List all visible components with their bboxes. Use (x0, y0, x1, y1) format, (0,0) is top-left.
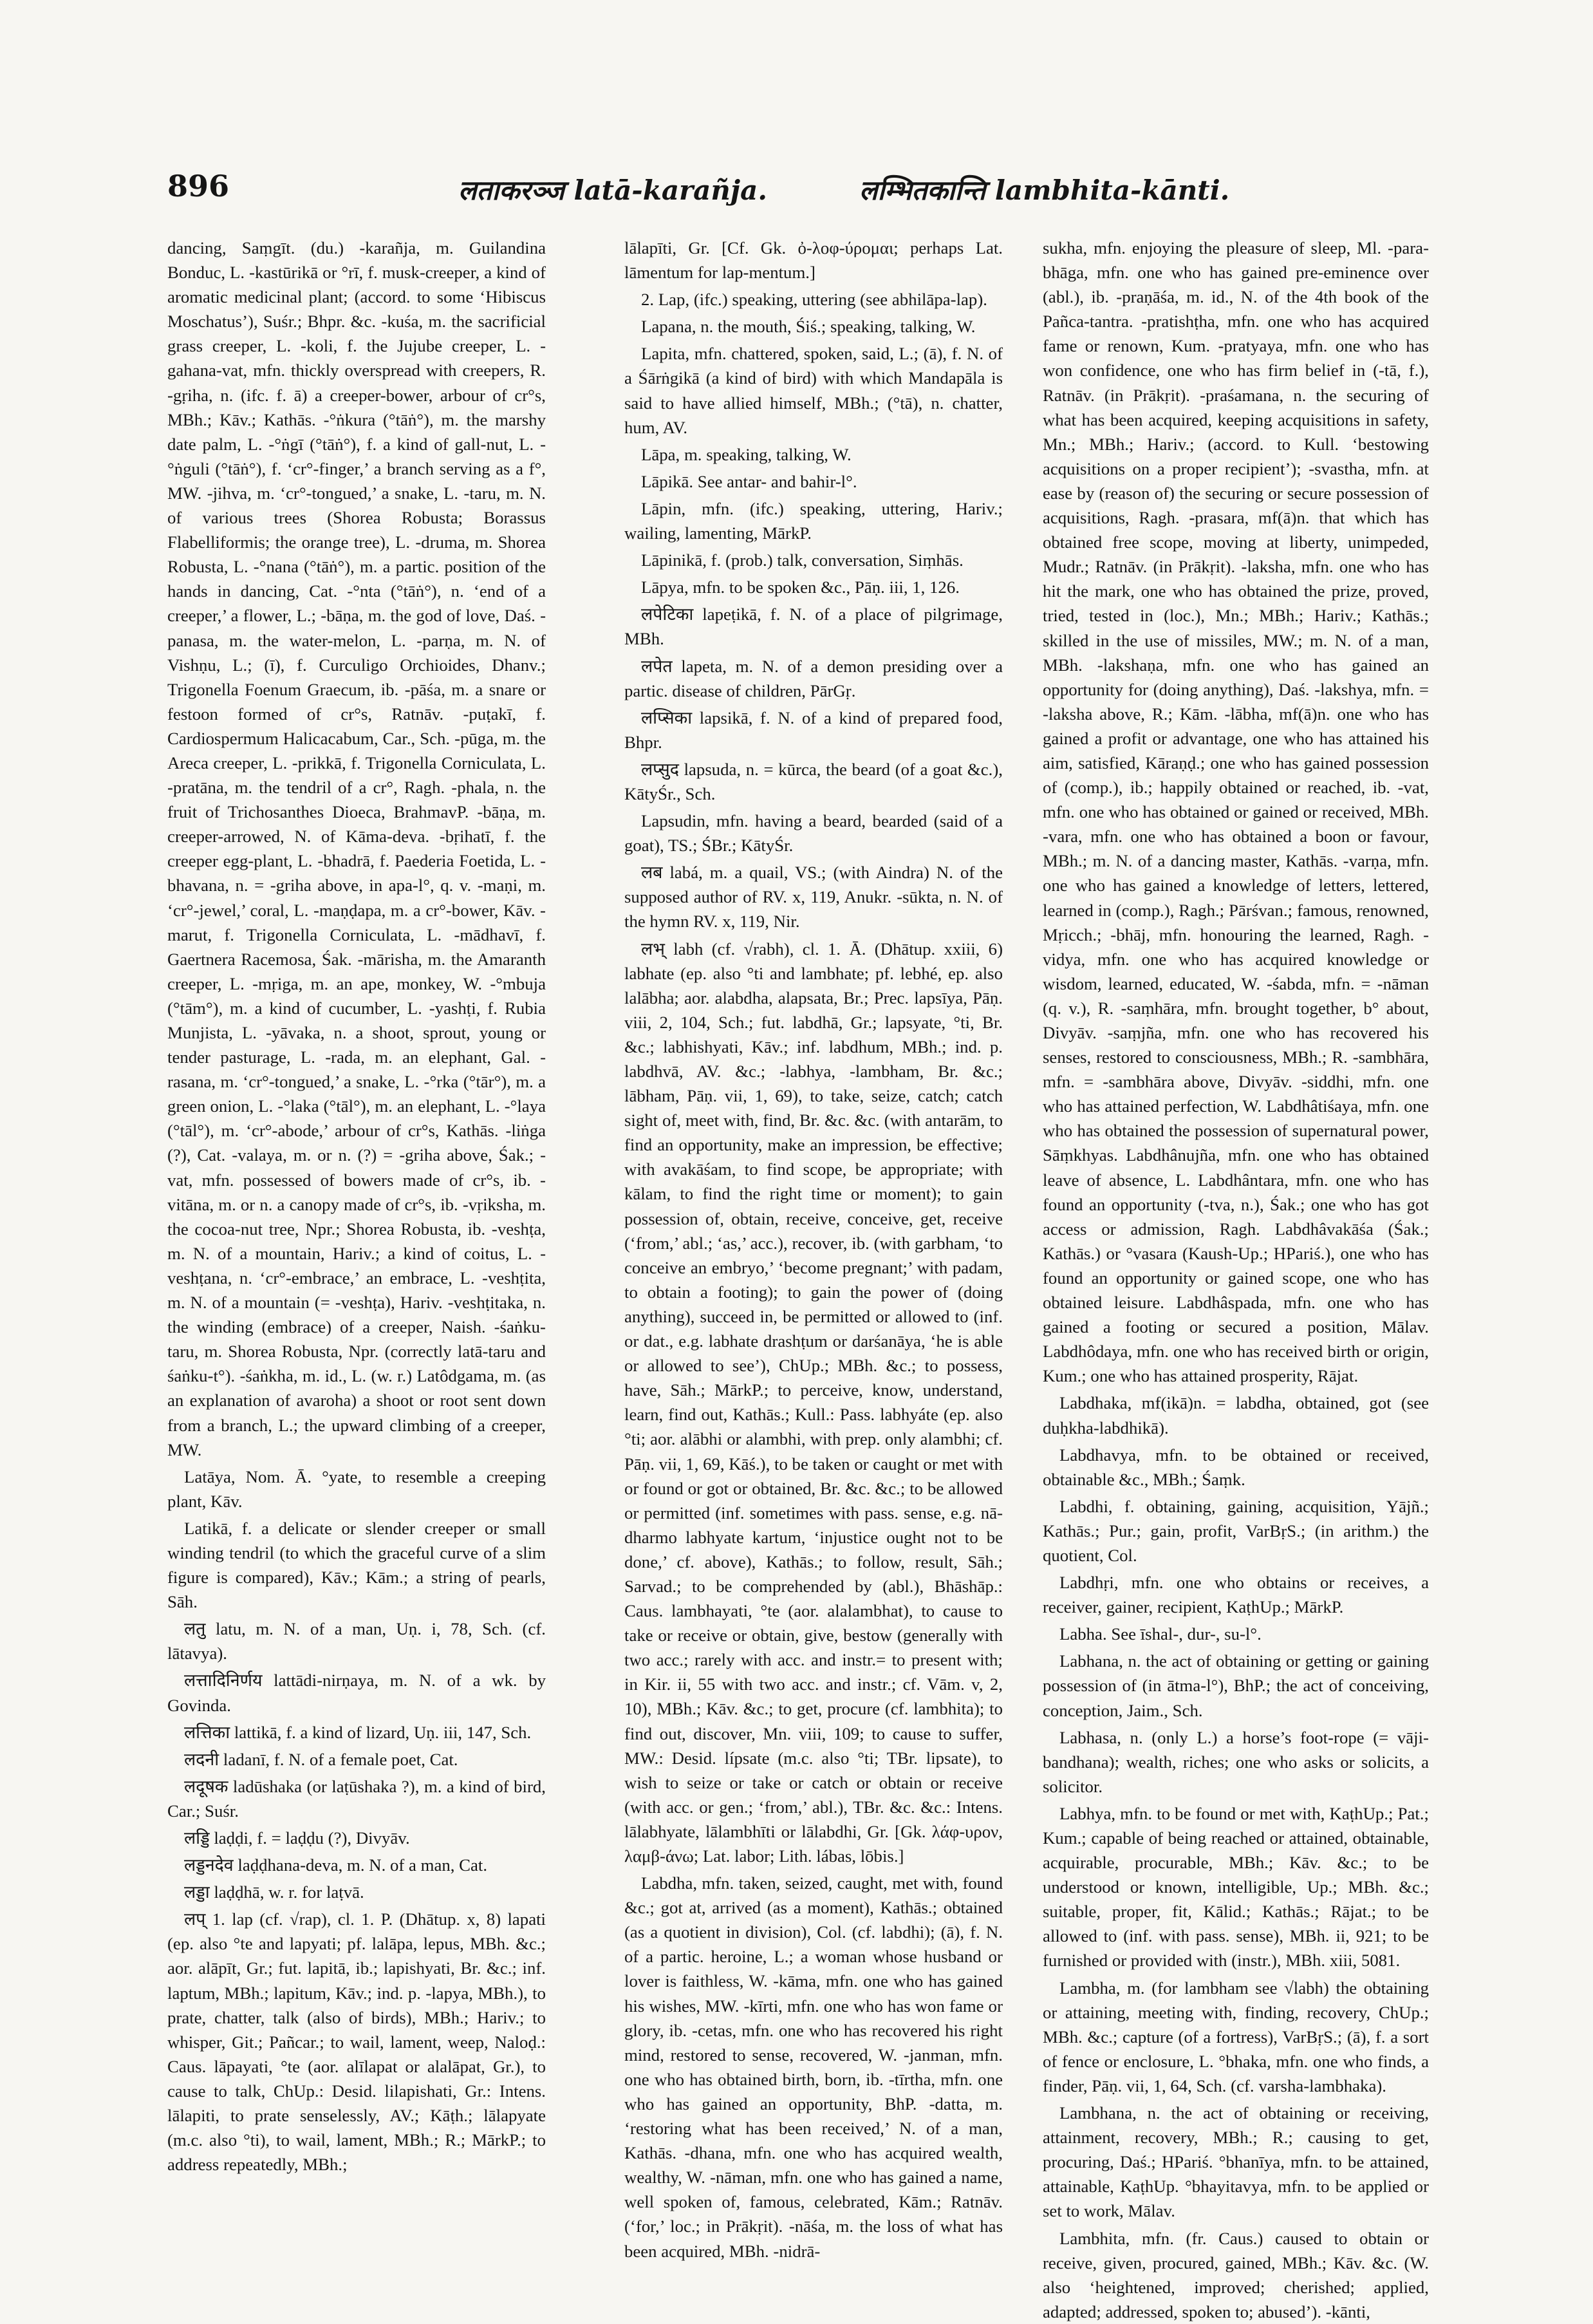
dictionary-entry: Labdhavya, mfn. to be obtained or received, obtainable &c., MBh.; Śaṃk. (1043, 1445, 1429, 1489)
dictionary-entry: Lāpinikā, f. (prob.) talk, conversation, Siṃhās. (641, 550, 964, 570)
dictionary-entry: Lāpya, mfn. to be spoken &c., Pāṇ. iii, 1, 126. (641, 577, 960, 597)
dictionary-entry: लतु latu, m. N. of a man, Uṇ. i, 78, Sch. (cf. lātavya). (167, 1619, 546, 1663)
dictionary-entry: Labhasa, n. (only L.) a horse’s foot-rope (= vāji-bandhana); wealth, riches; one who asks or solicits, a solicitor. (1043, 1727, 1429, 1796)
dictionary-entry: Lapita, mfn. chattered, spoken, said, L.; (ā), f. N. of a Śārṅgikā (a kind of bird) with which Mandapāla is said to have allied himself, MBh.; (°tā), n. chatter, hum, AV. (624, 344, 1003, 437)
page-number: 896 (167, 169, 230, 203)
dictionary-entry: लब labá, m. a quail, VS.; (with Aindra) N. of the supposed author of RV. x, 119, Anukr. -sūkta, n. N. of the hymn RV. x, 119, Nir. (624, 863, 1003, 932)
dictionary-entry: Lapsudin, mfn. having a beard, bearded (said of a goat), TS.; ŚBr.; KātyŚr. (624, 811, 1003, 856)
column-2 (624, 236, 1003, 2261)
dictionary-entry: लड्डनदेव laḍḍhana-deva, m. N. of a man, Cat. (184, 1855, 488, 1875)
dictionary-entry: Labhya, mfn. to be found or met with, KaṭhUp.; Pat.; Kum.; capable of being reached or attained, obtainable, acquirable, procurable, MBh.; Kāv. &c.; to be understood or known, intelligible, Up.; MBh. &c.; suitable, proper, fit, Kālid.; Kathās.; Rājat.; to be allowed to (inf. with pass. sense), MBh. ii, 921; to be furnished or provided with (instr.), MBh. xiii, 5081. (1043, 1803, 1429, 1971)
running-head-left: लताकरञ्ज latā-karañja. (458, 174, 767, 206)
dictionary-entry: Lambha, m. (for lambham see √labh) the obtaining or attaining, meeting with, finding, recovery, ChUp.; MBh. &c.; capture (of a fortress), VarBṛS.; (ā), f. a sort of fence or enclosure, L. °bhaka, mfn. one who finds, a finder, Pāṇ. vii, 1, 64, Sch. (cf. varsha-lambhaka). (1043, 1978, 1429, 2095)
dictionary-entry: लदूषक ladūshaka (or laṭūshaka ?), m. a kind of bird, Car.; Suśr. (167, 1776, 546, 1821)
dictionary-entry: Latāya, Nom. Ā. °yate, to resemble a creeping plant, Kāv. (167, 1467, 546, 1511)
running-head-right: लम्भितकान्ति lambhita-kānti. (859, 174, 1230, 206)
dictionary-entry: Labha. See īshal-, dur-, su-l°. (1059, 1624, 1262, 1644)
dictionary-entry: Lāpa, m. speaking, talking, W. (641, 444, 852, 464)
dictionary-entry: Latikā, f. a delicate or slender creeper or small winding tendril (to which the graceful curve of a slim figure is compared), Kāv.; Kām.; a string of pearls, Sāh. (167, 1518, 546, 1612)
dictionary-entry: लड्डि laḍḍi, f. = laḍḍu (?), Divyāv. (184, 1828, 410, 1848)
column-1 (167, 236, 546, 2218)
dictionary-entry: लप् 1. lap (cf. √rap), cl. 1. P. (Dhātup. x, 8) lapati (ep. also °te and lapyati; pf. lalāpa, lepus, MBh. &c.; aor. alāpīt, Gr.; fut. lapitā, ib.; lapishyati, Br. &c.; inf. laptum, MBh.; lapitum, Kāv.; ind. p. -lapya, MBh.), to prate, chatter, talk (also of birds), MBh.; Hariv.; to whisper, Git.; Pañcar.; to wail, lament, weep, Naloḍ.: Caus. lāpayati, °te (aor. alīlapat or alalāpat, Gr.), to cause to talk, ChUp.: Desid. lilapishati, Gr.: Intens. lālapiti, to prate senselessly, AV.; Kāṭh.; lālapyate (m.c. also °ti), to wail, lament, MBh.; R.; MārkP.; to address repeatedly, MBh.; (167, 1909, 546, 2175)
dictionary-entry: लप्सिका lapsikā, f. N. of a kind of prepared food, Bhpr. (624, 708, 1003, 752)
dictionary-entry: Lapana, n. the mouth, Śiś.; speaking, talking, W. (641, 317, 976, 337)
dictionary-entry: Labdhi, f. obtaining, gaining, acquisition, Yājñ.; Kathās.; Pur.; gain, profit, VarBṛS.; (in arithm.) the quotient, Col. (1043, 1496, 1429, 1565)
dictionary-entry: Labdha, mfn. taken, seized, caught, met with, found &c.; got at, arrived (as a moment), Kathās.; obtained (as a quotient in division), Col. (cf. labdhi); (ā), f. N. of a partic. heroine, L.; a woman whose husband or lover is faithless, W. -kāma, mfn. one who has gained his wishes, MW. -kīrti, mfn. one who has won fame or glory, ib. -cetas, mfn. one who has recovered his right mind, restored to sense, recovered, W. -janman, mfn. one who has obtained birth, born, ib. -tīrtha, mfn. one who has gained an opportunity, BhP. -datta, m. ‘restoring what has been received,’ N. of a man, Kathās. -dhana, mfn. one who has acquired wealth, wealthy, W. -nāman, mfn. one who has gained a name, well spoken of, famous, celebrated, Kām.; Ratnāv. (‘for,’ loc.; in Prākṛit). -nāśa, m. the loss of what has been acquired, MBh. -nidrā- (624, 1873, 1003, 2261)
dictionary-entry: लत्तिका lattikā, f. a kind of lizard, Uṇ. iii, 147, Sch. (184, 1722, 532, 1742)
dictionary-entry: lālapīti, Gr. [Cf. Gk. ὀ-λοφ-ύρομαι; perhaps Lat. lāmentum for lap-mentum.] (624, 238, 1003, 283)
dictionary-entry: लड्डा laḍḍhā, w. r. for laṭvā. (184, 1882, 364, 1902)
dictionary-entry: लदनी ladanī, f. N. of a female poet, Cat. (184, 1749, 458, 1769)
dictionary-entry: dancing, Saṃgīt. (du.) -karañja, m. Guilandina Bonduc, L. -kastūrikā or °rī, f. musk-creeper, a kind of aromatic medicinal plant; (accord. to some ‘Hibiscus Moschatus’), Suśr.; Bhpr. &c. -kuśa, m. the sacrificial grass creeper, L. -koli, f. the Jujube creeper, L. -gahana-vat, mfn. thickly overspread with creepers, R. -gṛiha, n. (ifc. f. ā) a creeper-bower, arbour of cr°s, MBh.; Kāv.; Kathās. -°ṅkura (°tāṅ°), m. the marshy date palm, L. -°ṅgī (°tāṅ°), f. a kind of gall-nut, L. -°ṅguli (°tāṅ°), f. ‘cr°-finger,’ a branch serving as a f°, MW. -jihva, m. ‘cr°-tongued,’ a snake, L. -taru, m. N. of various trees (Shorea Robusta; Borassus Flabelliformis; the orange tree), L. -druma, m. Shorea Robusta, L. -°nana (°tāṅ°), m. a partic. position of the hands in dancing, Cat. -°nta (°tāṅ°), n. ‘end of a creeper,’ a flower, L.; -bāṇa, m. the god of love, Daś. -panasa, m. the water-melon, L. -parṇa, m. N. of Vishṇu, L.; (ī), f. Curculigo Orchioides, Dhanv.; Trigonella Foenum Graecum, ib. -pāśa, m. a snare or festoon formed of cr°s, Ratnāv. -puṭakī, f. Cardiospermum Halicacabum, Car., Sch. -pūga, m. the Areca creeper, L. -prikkā, f. Trigonella Corniculata, L. -pratāna, m. the tendril of a cr°, Ragh. -phala, n. the fruit of Trichosanthes Dioeca, BrahmavP. -bāṇa, m. creeper-arrowed, N. of Kāma-deva. -bṛihatī, f. the creeper egg-plant, L. -bhadrā, f. Paederia Foetida, L. -bhavana, n. = -griha above, in apa-l°, q. v. -maṇi, m. ‘cr°-jewel,’ coral, L. -maṇḍapa, m. a cr°-bower, Kāv. -marut, f. Trigonella Corniculata, L. -mādhavī, f. Gaertnera Racemosa, Śak. -mārisha, m. the Amaranth creeper, L. -mṛiga, m. an ape, monkey, W. -°mbuja (°tām°), m. a kind of cucumber, L. -yashṭi, f. Rubia Munjista, L. -yāvaka, n. a shoot, sprout, young or tender pasturage, L. -rada, m. an elephant, Gal. -rasana, m. ‘cr°-tongued,’ a snake, L. -°rka (°tār°), m. a green onion, L. -°laka (°tāl°), m. an elephant, L. -°laya (°tāl°), m. ‘cr°-abode,’ arbour of cr°s, Kathās. -liṅga (?), Cat. -valaya, m. or n. (?) = -griha above, Śak.; -vat, mfn. possessed of bowers made of cr°s, ib. -vitāna, m. or n. a canopy made of cr°s, ib. -vṛiksha, m. the cocoa-nut tree, Npr.; Shorea Robusta, ib. -veshṭa, m. N. of a mountain, Hariv.; a kind of coitus, L. -veshṭana, n. ‘cr°-embrace,’ an embrace, L. -veshṭita, m. N. of a mountain (= -veshṭa), Hariv. -veshṭitaka, n. the winding (embrace) of a creeper, Naish. -śaṅku-taru, m. Shorea Robusta, Npr. (correctly latā-taru and śaṅku-t°). -śaṅkha, m. id., L. (w. r.) Latôdgama, m. (as an explanation of avaroha) a shoot or root sent down from a branch, L.; the upward climbing of a creeper, MW. (167, 238, 546, 1459)
dictionary-entry: 2. Lap, (ifc.) speaking, uttering (see abhilāpa-lap). (641, 290, 987, 310)
dictionary-entry: Labhana, n. the act of obtaining or getting or gaining possession of (in ātma-l°), BhP.; the act of conceiving, conception, Jaim., Sch. (1043, 1651, 1429, 1720)
dictionary-entry: लत्तादिनिर्णय lattādi-nirṇaya, m. N. of a wk. by Govinda. (167, 1671, 546, 1715)
dictionary-entry: Labdhṛi, mfn. one who obtains or receives, a receiver, gainer, recipient, KaṭhUp.; MārkP. (1043, 1573, 1429, 1617)
dictionary-entry: लपेत lapeta, m. N. of a demon presiding over a partic. disease of children, PārGṛ. (624, 656, 1003, 700)
dictionary-entry: लप्सुद lapsuda, n. = kūrca, the beard (of a goat &c.), KātyŚr., Sch. (624, 759, 1003, 803)
dictionary-entry: लपेटिका lapeṭikā, f. N. of a place of pilgrimage, MBh. (624, 604, 1003, 649)
dictionary-entry: Lāpikā. See antar- and bahir-l°. (641, 471, 857, 491)
dictionary-entry: sukha, mfn. enjoying the pleasure of sleep, Ml. -para-bhāga, mfn. one who has gained pre-eminence over (abl.), ib. -praṇāśa, m. id., N. of the 4th book of the Pañca-tantra. -pratishṭha, mfn. one who has acquired fame or renown, Kum. -pratyaya, mfn. one who has won confidence, one who has firm belief in (-tā, f.), Ratnāv. (in Prākṛit). -praśamana, n. the securing of what has been acquired, keeping acquisitions in safety, Mn.; MBh.; Hariv.; (accord. to Kull. ‘bestowing acquisitions on a proper recipient’); -svastha, mfn. at ease by (reason of) the securing or secure possession of acquisitions, Ragh. -prasara, mf(ā)n. that which has obtained free scope, moving at liberty, unimpeded, Mudr.; Ratnāv. (in Prākṛit). -laksha, mfn. one who has hit the mark, one who has obtained the prize, proved, tried, tested in (loc.), Mn.; MBh.; Hariv.; Kathās.; skilled in the use of missiles, MW.; m. N. of a man, MBh. -lakshaṇa, mfn. one who has gained an opportunity for (doing anything), Daś. -lakshya, mfn. = -laksha above, R.; Kām. -lābha, mf(ā)n. one who has gained a profit or advantage, one who has attained his aim, satisfied, Kāraṇḍ.; one who has gained possession of (comp.), ib.; happily obtained or reached, ib. -vat, mfn. one who has obtained or gained or received, MBh. -vara, mfn. one who has obtained a boon or favour, MBh.; m. N. of a dancing master, Kathās. -varṇa, mfn. one who has gained a knowledge of letters, lettered, learned in (comp.), Ragh.; Pārśvan.; famous, renowned, Mṛicch.; -bhāj, mfn. honouring the learned, Ragh. -vidya, mfn. one who has acquired knowledge or wisdom, learned, educated, W. -śabda, mfn. = -nāman (q. v.), R. -saṃhāra, mfn. brought together, b° about, Divyāv. -saṃjña, mfn. one who has recovered his senses, restored to consciousness, MBh.; R. -sambhāra, mfn. = -sambhāra above, Divyāv. -siddhi, mfn. one who has attained perfection, W. Labdhâtiśaya, mfn. one who has obtained the possession of supernatural power, Sāṃkhyas. Labdhânujña, mfn. one who has obtained leave of absence, L. Labdhântara, mfn. one who has found an opportunity (-tva, n.), Śak.; one who has got access or admission, Ragh. Labdhâvakāśa (Śak.; Kathās.) or °vasara (Kaush-Up.; HPariś.), one who has found an opportunity or gained scope, one who has obtained leisure. Labdhâspada, mfn. one who has gained a footing or secured a position, Mālav. Labdhôdaya, mfn. one who has received birth or origin, Kum.; one who has attained prosperity, Rājat. (1043, 238, 1429, 1386)
dictionary-entry: लभ् labh (cf. √rabh), cl. 1. Ā. (Dhātup. xxiii, 6) labhate (ep. also °ti and lambhate; pf. lebhé, ep. also lalābha; aor. alabdha, alapsata, Br.; Prec. lapsīya, Pāṇ. viii, 2, 104, Sch.; fut. labdhā, Gr.; lapsyate, °ti, Br. &c.; labhishyati, Kāv.; inf. labdhum, MBh.; ind. p. labdhvā, AV. &c.; -labhya, -lambham, Br. &c.; lābham, Pāṇ. vii, 1, 69), to take, seize, catch; catch sight of, meet with, find, Br. &c. &c. (with antarām, to find an opportunity, make an impression, be effective; with avakāśam, to find scope, be appropriate; with kālam, to find the right time or moment); to gain possession of, obtain, receive, conceive, get, receive (‘from,’ abl.; ‘as,’ acc.), recover, ib. (with garbham, ‘to conceive an embryo,’ ‘become pregnant;’ with padam, to obtain a footing); to gain the power of (doing anything), succeed in, be permitted or allowed to (inf. or dat., e.g. labhate drashṭum or darśanāya, ‘he is able or allowed to see’), ChUp.; MBh. &c.; to possess, have, Sāh.; MārkP.; to perceive, know, understand, learn, find out, Kathās.; Kull.: Pass. labhyáte (ep. also °ti; aor. alābhi or alambhi, with prep. only alambhi; cf. Pāṇ. vii, 1, 69, Kāś.), to be taken or caught or met with or found or got or obtained, Br. &c. &c.; to be allowed or permitted (inf. sometimes with pass. sense, e.g. nā-dharmo labhyate kartum, ‘injustice ought not to be done,’ cf. above), Kathās.; to follow, result, Sāh.; Sarvad.; to be comprehended by (abl.), Bhāshāp.: Caus. lambhayati, °te (aor. alalambhat), to cause to take or receive or obtain, give, bestow (generally with two acc.; rarely with acc. and instr.= to present with; in Kir. ii, 55 with two acc. and instr.; cf. Vām. v, 2, 10), MBh.; Kāv. &c.; to get, procure (cf. lambhita); to find out, discover, Mn. viii, 109; to cause to suffer, MW.: Desid. lípsate (m.c. also °ti; TBr. lipsate), to wish to seize or take or catch or obtain or receive (with acc. or gen.; ‘from,’ abl.), TBr. &c. &c.: Intens. lālabhyate, lālambhīti or lālabdhi, Gr. [Gk. λάφ-υρον, λαμβ-άνω; Lat. labor; Lith. lábas, lōbis.] (624, 939, 1003, 1866)
column-3 (1043, 236, 1429, 2321)
dictionary-entry: Labdhaka, mf(ikā)n. = labdha, obtained, got (see duḥkha-labdhikā). (1043, 1393, 1429, 1438)
dictionary-entry: Lambhana, n. the act of obtaining or receiving, attainment, recovery, MBh.; R.; causing to get, procuring, Daś.; HPariś. °bhanīya, mfn. to be attained, attainable, KaṭhUp. °bhayitavya, mfn. to be applied or set to work, Mālav. (1043, 2103, 1429, 2221)
dictionary-entry: Lāpin, mfn. (ifc.) speaking, uttering, Hariv.; wailing, lamenting, MārkP. (624, 498, 1003, 543)
dictionary-entry: Lambhita, mfn. (fr. Caus.) caused to obtain or receive, given, procured, gained, MBh.; Kāv. &c. (W. also ‘heightened, improved; cherished; applied, adapted; addressed, spoken to; abused’). -kānti, (1043, 2228, 1429, 2321)
